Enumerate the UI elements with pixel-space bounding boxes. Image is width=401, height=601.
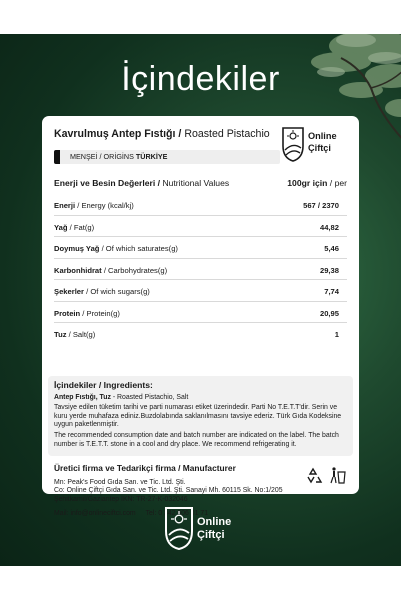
brand-name-line1: Online [308,131,337,141]
manufacturer-line: Mn: Peak's Food Gıda San. ve Tic. Ltd. Şti. [54,478,186,486]
nutrient-name-tr: Protein [54,308,81,318]
label-card [42,116,359,518]
product-name-tr: Kavrulmuş Antep Fıstığı [54,128,176,140]
page-title: İçindekiler [121,60,280,98]
nutrient-name-tr: Tuz [54,330,67,339]
brand-logo-large [164,504,244,552]
recycle-icon [308,469,321,482]
nutrition-row [54,216,347,238]
green-background [0,34,401,566]
phone-text: Tel: 0 342 606 01 71 [145,510,209,518]
nutrient-value: 7,74 [324,287,339,296]
nutrient-value: 29,38 [319,265,339,275]
origin-bar [54,150,280,164]
nutrient-name-en: / Fat(g) [69,222,95,232]
brand-logo-icon [281,124,305,162]
brand-logo-small [281,124,347,164]
nutrient-name-tr: Yağ [54,222,68,232]
nutrient-name-en: / Salt(g) [68,330,96,339]
nutrient-name-tr: Enerji [54,201,76,210]
address-line: Şehitkamil/Gaziantep IKN: TR-27-K-032046 [54,495,188,503]
product-name [54,128,270,140]
nutrition-row [54,237,347,259]
brand-name-line2: Çiftçi [308,143,331,153]
nutrient-value: 1 [334,330,339,339]
brand-logo-icon [164,504,194,550]
nutrient-value: 567 / 2370 [303,201,339,210]
nutrient-name-en: / Carbohydrates(g) [103,265,168,275]
nutrient-name-tr: Doymuş Yağ [54,244,100,253]
ingredients-list [54,394,347,403]
tidyman-icon [331,467,345,483]
nutrition-header-en: Nutritional Values [162,178,230,188]
nutrient-name-en: / Energy (kcal/kj) [77,201,134,210]
product-name-en: Roasted Pistachio [184,128,270,140]
email-text: Mail: info@onlineciftci.com [54,510,136,518]
nutrition-per: 100gr için [287,178,328,188]
nutrient-name-tr: Şekerler [54,287,84,296]
nutrition-row [54,302,347,324]
nutrition-header [54,172,347,194]
nutrient-name-en: / Of wich sugars(g) [86,287,150,296]
nutrient-name-en: / Protein(g) [82,308,120,318]
nutrition-header-tr: Enerji ve Besin Değerleri / [54,178,161,188]
ingredients-panel [48,376,353,456]
nutrition-row [54,323,347,345]
nutrient-name-en: / Of which saturates(g) [101,244,178,253]
origin-label: MENŞEİ / ORİGİNS [70,152,134,161]
product-name-separator: / [178,128,182,140]
nutrient-value: 5,46 [324,244,339,253]
manufacturer-header: Üretici firma ve Tedarikçi firma / Manufacturer [54,463,236,473]
brand-name-line2: Çiftçi [197,529,225,541]
recycling-icons [305,466,347,484]
storage-note-en: The recommended consumption date and batch number are indicated on the label. The batch number is T.E.T.T. stone in a cool and dry place. We recommend refrigerating it. [54,431,339,448]
origin-value: TÜRKİYE [135,152,168,161]
ingredients-list-tr: Antep Fıstığı, Tuz [54,393,111,401]
nutrition-row [54,280,347,302]
company-line: Co: Online Çiftçi Gıda San. ve Tic. Ltd. Şti. Sanayi Mh. 60115 Sk. No:1/205 [54,487,283,495]
nutrient-value: 44,82 [319,222,339,232]
nutrient-name-tr: Karbonhidrat [54,265,102,275]
origin-marker [54,150,60,164]
ingredients-header: İçindekiler / Ingredients: [54,380,153,390]
product-header [54,126,347,166]
nutrition-row [54,194,347,216]
nutrition-row [54,259,347,281]
storage-note-tr: Tavsiye edilen tüketim tarihi ve parti numarası etiket üzerindedir. Parti No T.E.T.T'dir. Serin ve kuru yerde muhafaza ediniz.Buzdolabında saklanılmasını tavsiye ederiz. Türk Gıda Kodeksine uygun paketlenmiştir. [54,404,342,429]
brand-name-line1: Online [197,516,232,528]
ingredients-list-en: - Roasted Pistachio, Salt [112,393,189,401]
nutrient-value: 20,95 [319,308,339,318]
nutrition-per-suffix: / per [329,178,347,188]
